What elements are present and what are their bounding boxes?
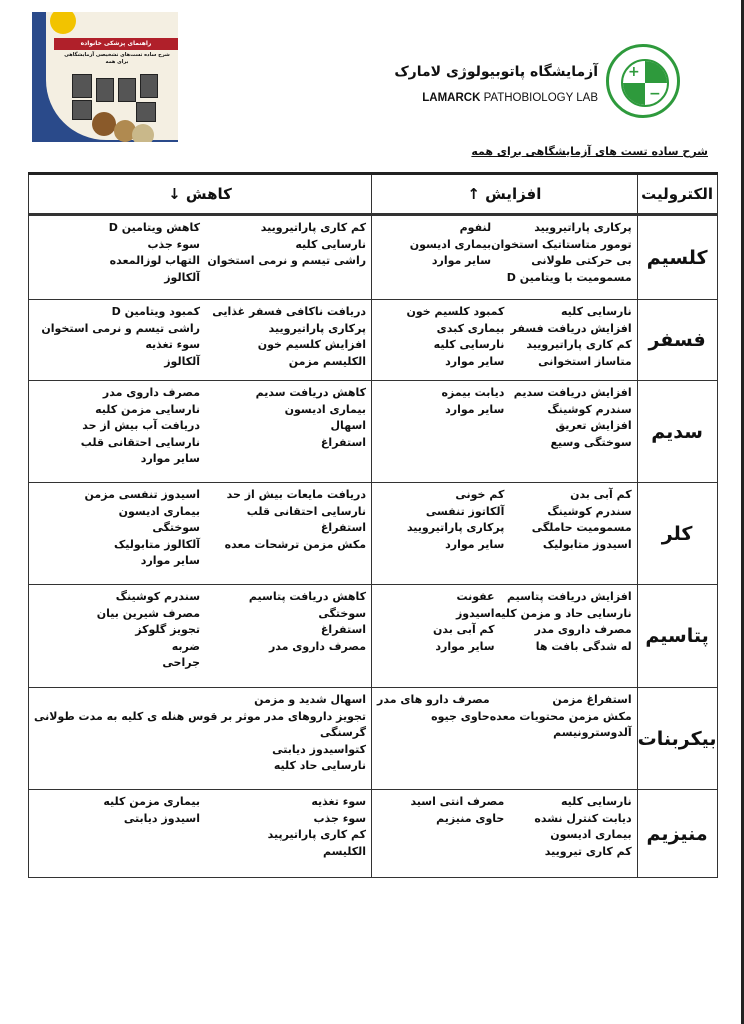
cause-item: افزایش کلسیم خون [257,338,367,351]
cause-item: نارسایی حاد و مزمن کلیه [494,606,632,620]
cause-item: دیابت کنترل نشده [534,811,632,825]
cause-item: تومور متاستاتیک استخوان [491,237,632,251]
cause-item: عفونت [456,590,495,603]
cause-item: بیماری ادیسون [409,237,492,251]
cause-item: نارسایی حاد کلیه [273,759,367,772]
minus-icon: + [628,64,640,80]
cause-item: سوء تغذیه [145,338,201,351]
decrease-causes-list [200,304,366,370]
cause-item: مسمومیت با ویتامین D [506,270,632,284]
cause-item: مصرف داروی مدر [268,639,367,653]
increase-causes-list [377,589,495,655]
cause-item: آلکالوز متابولیک [114,537,201,551]
cause-item: بی حرکتی طولانی [531,254,632,267]
table-row [29,381,718,483]
increase-causes-list [377,304,504,370]
cause-item: دریافت ناکافی فسفر غذایی [212,305,367,318]
increase-causes-list [377,385,504,451]
cause-item: سندرم کوشینگ [115,590,201,603]
cause-item: مصرف داروی مدر [534,623,632,636]
increase-causes-list [377,794,504,860]
book-cover-image [32,12,178,142]
cause-item: مصرف داروی مدر [102,386,201,399]
increase-causes-cell [372,585,638,688]
cause-item: نارسایی کلیه [560,795,632,808]
cause-item: افزایش تعریق [555,419,632,432]
cause-item: کم آبی بدن [570,488,632,501]
portrait-photo [72,74,92,98]
cause-item: حاوی جیوه [431,709,490,723]
decrease-causes-list [200,220,366,286]
decrease-causes-list [34,487,200,570]
portrait-photo [96,78,114,102]
cause-item: نارسایی کلیه [560,305,632,318]
decrease-causes-list [34,220,200,286]
cause-item: اسیدوز دیابتی [123,811,201,825]
cause-item: کم کاری تیرویید [544,844,632,858]
cause-item: آلکالوز [164,270,201,284]
cause-item: سوختگی وسیع [550,435,632,449]
cause-item: جراحی [162,656,201,669]
header-decrease: کاهش ↓ [29,174,372,215]
cause-item: آلکاتوز تنفسی [425,504,505,518]
increase-causes-list [495,589,632,655]
cause-item: مکش مزمن محتویات معده [489,709,632,723]
cause-item: استفراغ [320,521,367,534]
decrease-causes-cell [29,790,372,878]
decrease-causes-cell [29,300,372,381]
cause-item: سوختگی [152,521,201,534]
cause-item: اسیدوز تنفسی مزمن [84,488,201,501]
cause-item: افزایش دریافت سدیم [513,386,632,399]
portrait-photo [72,100,92,120]
electrolyte-name: فسفر [637,300,717,381]
cause-item: پرکاری پاراتیرویید [268,321,367,335]
cause-item: استفراغ [320,435,367,449]
header-electrolyte: الکترولیت [637,174,717,215]
cause-item: سوء جذب [147,237,201,251]
cause-item: تجویز گلوکز [135,623,201,636]
lab-name-persian: آزمایشگاه پاتوبیولوژی لامارک [394,64,598,80]
increase-causes-cell [372,300,638,381]
electrolyte-table [28,172,718,878]
cause-item: سایر موارد [445,354,505,368]
cause-item: کاهش دریافت پتاسیم [248,590,367,603]
portrait-photo [140,74,158,98]
increase-causes-cell [372,483,638,585]
cause-item: اسیدوز متابولیک [542,537,632,551]
cause-item: التهاب لوزالمعده [109,254,201,267]
cause-item: نارسایی کلیه [295,237,367,251]
cause-item: سایر موارد [431,254,492,267]
cause-item: دیابت بیمزه [441,386,505,399]
cause-item: سندرم کوشینگ [547,402,632,416]
cause-item: اسیدوز [455,606,495,620]
cause-item: سوء جذب [313,811,367,825]
cause-item: سایر موارد [445,402,505,416]
plus-icon: − [649,86,661,102]
cause-item: سایر موارد [140,452,201,465]
cause-item: تجویز داروهای مدر موثر بر قوس هنله ی کلیه به مدت طولانی [34,709,367,723]
poster-subtitle: شرح ساده تست‌های تشخیصی آزمایشگاهی برای همه [64,52,170,65]
decrease-causes-list [34,692,366,775]
decrease-causes-list [200,487,366,570]
cause-item: مصرف شیرین بیان [96,606,201,620]
portrait-photo [118,78,136,102]
cause-item: آلدوسترونیسم [553,726,632,739]
cause-item: پرکاری پاراتیرویید [534,221,632,234]
increase-causes-cell [372,381,638,483]
cause-item: نارسایی احتقانی قلب [246,504,367,518]
decrease-causes-cell [29,483,372,585]
cause-item: بیماری ادیسون [284,402,367,416]
cause-item: کم خونی [455,488,505,501]
cause-item: مصرف انتی اسید [410,795,505,808]
cause-item: استفراغ [320,623,367,636]
decrease-causes-list [34,589,200,672]
increase-causes-cell [372,790,638,878]
cause-item: متاساز استخوانی [538,354,632,368]
lamarck-lab-logo [606,44,680,118]
cause-item: افزایش دریافت پتاسیم [506,590,632,603]
table-row [29,585,718,688]
table-row [29,483,718,585]
electrolyte-name: منیزیم [637,790,717,878]
increase-causes-list [504,487,631,553]
cause-item: نارسایی کلیه [433,338,505,351]
electrolyte-name: پتاسیم [637,585,717,688]
increase-causes-list [504,304,631,370]
cause-item: مصرف دارو های مدر [377,693,490,706]
decrease-causes-cell [29,381,372,483]
decrease-causes-list [200,589,366,672]
decrease-causes-list [34,304,200,370]
cause-item: ضربه [171,639,201,653]
cause-item: کمبود ویتامین D [111,305,201,318]
cause-item: کم کاری پاراتیرپید [267,828,367,841]
cause-item: پرکاری پاراتیرویید [406,521,505,534]
cause-item: اسهال شدید و مزمن [254,693,367,706]
cause-item: کم کاری پاراتیرویید [526,338,632,351]
decrease-causes-cell [29,585,372,688]
increase-causes-cell [372,688,638,790]
decrease-causes-cell [29,688,372,790]
decrease-causes-list [200,794,366,860]
cause-item: لنفوم [459,221,492,234]
increase-causes-list [504,385,631,451]
cause-item: نارسایی مزمن کلیه [95,402,201,416]
decrease-causes-cell [29,215,372,300]
poster-title: راهنمای پزشکی خانواده [54,38,178,50]
cause-item: مکش مزمن ترشحات معده [224,537,367,551]
lab-name-english: LAMARCK PATHOBIOLOGY LAB [422,92,598,104]
cause-item: سایر موارد [435,639,495,653]
cause-item: بیماری مزمن کلیه [103,795,201,808]
cause-item: نارسایی احتقانی قلب [80,435,201,449]
increase-causes-cell [372,215,638,300]
cause-item: راشی تیسم و نرمی استخوان [207,254,367,267]
cause-item: سوء تغذیه [311,795,367,808]
cause-item: سندرم کوشینگ [547,504,632,518]
cause-item: کاهش دریافت سدیم [255,386,367,399]
electrolyte-name: سدیم [637,381,717,483]
electrolyte-name: بیکربنات [637,688,717,790]
electrolyte-name: کلسیم [637,215,717,300]
cause-item: کم آبی بدن [432,623,495,636]
cause-item: بیماری ادیسون [550,828,632,841]
increase-causes-list [491,220,632,286]
cause-item: سوختگی [318,606,367,620]
table-row [29,688,718,790]
table-row [29,215,718,300]
increase-causes-list [490,692,632,742]
cause-item: سایر موارد [140,554,201,567]
cause-item: آلکالوز [164,354,201,368]
cause-item: مسمومیت حاملگی [531,521,632,534]
cause-item: راشی تیسم و نرمی استخوان [41,321,201,335]
cause-item: له شدگی بافت ها [535,639,632,653]
cause-item: دریافت آب بیش از حد [82,419,201,432]
cause-item: کاهش ویتامین D [108,221,201,234]
table-row [29,790,718,878]
cause-item: گرسنگی [319,726,367,739]
cause-item: کم کاری پاراتیرویید [260,221,367,234]
cause-item: استفراغ مزمن [552,693,632,706]
cause-item: اسهال [330,419,367,432]
increase-causes-list [377,692,490,742]
table-row [29,300,718,381]
cause-item: بیماری کبدی [436,321,505,335]
cause-item: کتواسیدوز دیابتی [272,742,367,756]
cause-item: الکلیسم مزمن [288,354,367,368]
decrease-causes-list [200,385,366,468]
cause-item: افزایش دریافت فسفر [510,321,632,335]
cause-item: بیماری ادیسون [118,504,201,518]
cause-item: دریافت مایعات بیش از حد [226,488,367,501]
portrait-photo [136,102,156,122]
header-increase: افزایش ↑ [372,174,638,215]
cause-item: کمبود کلسیم خون [406,305,505,318]
decrease-causes-list [34,385,200,468]
cause-item: حاوی منیزیم [436,811,505,825]
cause-item: الکلیسم [322,844,367,858]
increase-causes-list [504,794,631,860]
electrolyte-name: کلر [637,483,717,585]
decrease-causes-list [34,794,200,860]
increase-causes-list [377,220,491,286]
cause-item: سایر موارد [445,537,505,551]
document-subtitle: شرح ساده تست های آزمایشگاهی برای همه [471,145,708,158]
increase-causes-list [377,487,504,553]
